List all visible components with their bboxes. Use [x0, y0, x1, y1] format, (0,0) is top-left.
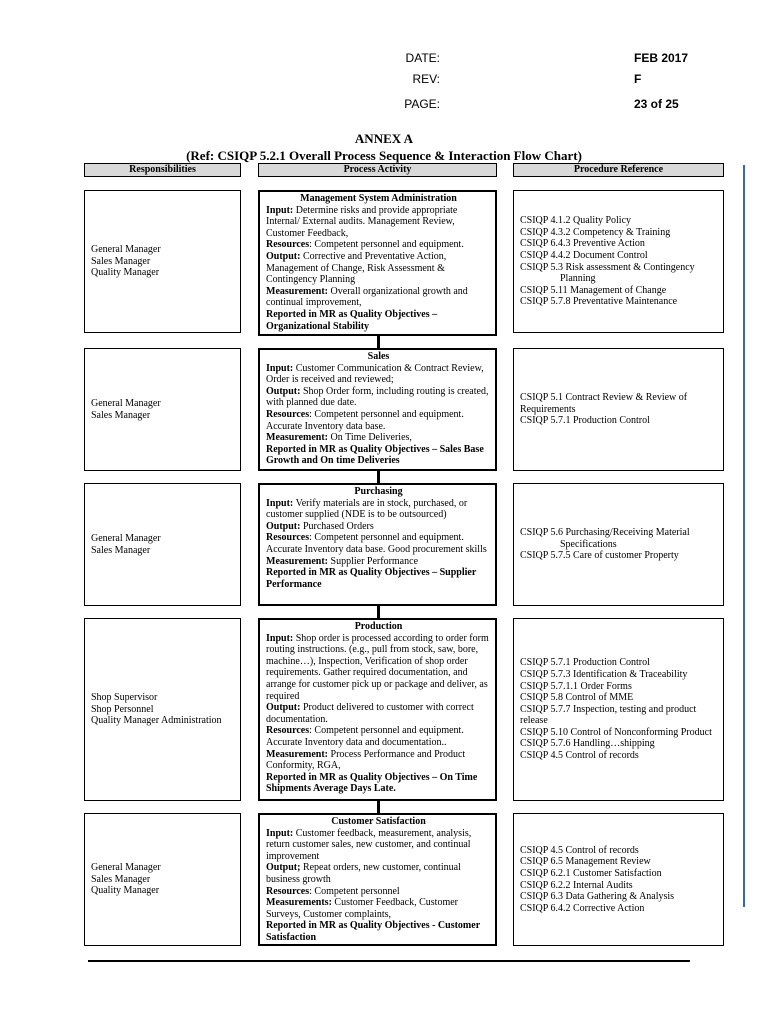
reference-cell — [513, 813, 724, 946]
responsibility-item: Sales Manager — [91, 255, 151, 267]
responsibilities-cell — [84, 348, 241, 471]
col-header-responsibilities: Responsibilities — [84, 163, 241, 177]
process-title: Sales — [367, 351, 390, 362]
reference-cell — [513, 190, 724, 333]
flow-connector — [377, 606, 380, 618]
process-reported: Reported in MR as Quality Objectives – Organizational Stability — [266, 308, 438, 332]
responsibility-item: Quality Manager — [91, 885, 160, 897]
footer-rule — [88, 960, 690, 962]
reference-item: CSIQP 5.7.5 Care of customer Property — [520, 550, 679, 562]
process-input: Input: Customer Communication & Contract Review, Order is received and reviewed; — [266, 362, 484, 386]
process-resources: Resources: Competent personnel and equipment. — [266, 239, 464, 251]
responsibility-item: General Manager — [91, 397, 161, 409]
reference-item: CSIQP 5.7.1 Production Control — [520, 415, 650, 427]
process-input: Input: Determine risks and provide appropriate Internal/ External audits. Management Review, Customer Feedback, — [266, 204, 458, 239]
process-box-customer-satisfaction — [258, 813, 497, 946]
date-value: FEB 2017 — [634, 51, 689, 65]
process-reported: Reported in MR as Quality Objectives - Customer Satisfaction — [266, 920, 480, 943]
reference-item: CSIQP 5.7.3 Identification & Traceability — [520, 668, 688, 680]
process-output: Output: Corrective and Preventative Action, Management of Change, Risk Assessment & Contingency Planning — [266, 250, 447, 286]
process-resources: Resources: Competent personnel and equipment. Accurate Inventory data and documentation.. — [266, 725, 464, 748]
reference-item: CSIQP 5.7.7 Inspection, testing and product release — [520, 703, 697, 727]
reference-item: CSIQP 5.1 Contract Review & Review of Requirements — [520, 392, 688, 415]
page-value: 23 of 25 — [634, 97, 679, 111]
process-title: Customer Satisfaction — [331, 816, 426, 827]
process-input: Input: Verify materials are in stock, purchased, or customer supplied (NDE is to be outsourced) — [266, 497, 468, 521]
reference-item: CSIQP 5.11 Management of Change — [520, 284, 667, 296]
process-box-production — [258, 618, 497, 801]
responsibilities-cell — [84, 813, 241, 946]
responsibility-item: Quality Manager — [91, 267, 160, 279]
responsibility-item: Shop Personnel — [91, 703, 154, 715]
responsibility-item: Sales Manager — [91, 544, 151, 556]
responsibility-item: Shop Supervisor — [91, 692, 158, 704]
reference-cell — [513, 618, 724, 801]
flow-connector — [377, 336, 380, 348]
process-reported: Reported in MR as Quality Objectives – Sales Base Growth and On time Deliveries — [266, 443, 484, 467]
process-output: Output: Purchased Orders — [266, 520, 374, 532]
responsibility-item: Quality Manager Administration — [91, 715, 222, 727]
reference-item: CSIQP 5.10 Control of Nonconforming Product — [520, 726, 712, 738]
process-box-purchasing — [258, 483, 497, 606]
process-title: Purchasing — [354, 486, 403, 497]
col-header-process: Process Activity — [258, 163, 497, 177]
process-output: Output: Product delivered to customer with correct documentation. — [266, 702, 474, 725]
reference-item: Specifications — [560, 538, 617, 550]
margin-rule — [743, 165, 745, 907]
process-resources: Resources: Competent personnel and equipment. Accurate Inventory data base. Good procurement skills — [266, 532, 487, 555]
reference-cell — [513, 348, 724, 471]
process-resources: Resources: Competent personnel — [266, 885, 400, 897]
process-measurement: Measurement: On Time Deliveries, — [266, 432, 412, 444]
reference-item: CSIQP 5.3 Risk assessment & Contingency — [520, 261, 695, 273]
annex-subtitle: (Ref: CSIQP 5.2.1 Overall Process Sequence & Interaction Flow Chart) — [186, 148, 582, 163]
flow-connector — [377, 801, 380, 813]
responsibility-item: General Manager — [91, 244, 161, 256]
reference-item: CSIQP 6.4.3 Preventive Action — [520, 238, 645, 250]
reference-item: CSIQP 4.4.2 Document Control — [520, 249, 648, 261]
responsibilities-cell — [84, 190, 241, 333]
process-resources: Resources: Competent personnel and equipment. Accurate Inventory data base. — [266, 408, 464, 432]
reference-item: CSIQP 6.3 Data Gathering & Analysis — [520, 891, 675, 903]
date-label: DATE: — [405, 51, 440, 65]
process-input: Input: Customer feedback, measurement, analysis, return customer sales, new customer, and continual improvement — [266, 827, 472, 862]
flow-connector — [377, 471, 380, 483]
reference-item: CSIQP 6.5 Management Review — [520, 856, 651, 868]
process-reported: Reported in MR as Quality Objectives – On Time Shipments Average Days Late. — [266, 771, 478, 795]
reference-item: CSIQP 4.3.2 Competency & Training — [520, 226, 671, 238]
reference-item: CSIQP 4.1.2 Quality Policy — [520, 215, 632, 227]
reference-item: Planning — [560, 273, 596, 285]
responsibility-item: General Manager — [91, 862, 161, 874]
process-reported: Reported in MR as Quality Objectives – Supplier Performance — [266, 567, 477, 590]
rev-value: F — [634, 72, 642, 86]
process-box-management — [258, 190, 497, 336]
process-output: Output: Shop Order form, including routing is created, with planned due date. — [266, 385, 489, 409]
reference-item: CSIQP 6.2.2 Internal Audits — [520, 879, 633, 891]
reference-item: CSIQP 6.4.2 Corrective Action — [520, 902, 645, 914]
responsibility-item: Sales Manager — [91, 409, 151, 421]
process-measurement: Measurement: Supplier Performance — [266, 555, 419, 567]
reference-item: CSIQP 5.7.6 Handling…shipping — [520, 738, 655, 750]
process-measurement: Measurement: Overall organizational growth and continual improvement, — [266, 285, 468, 309]
responsibility-item: Sales Manager — [91, 873, 151, 885]
process-output: Output; Repeat orders, new customer, continual business growth — [266, 862, 461, 885]
reference-item: CSIQP 5.7.1 Production Control — [520, 657, 650, 669]
reference-item: CSIQP 4.5 Control of records — [520, 844, 639, 856]
col-header-reference: Procedure Reference — [513, 163, 724, 177]
process-measurement: Measurement: Process Performance and Product Conformity, RGA, — [266, 748, 466, 772]
process-title: Production — [354, 621, 403, 632]
page-label: PAGE: — [404, 97, 440, 111]
reference-cell — [513, 483, 724, 606]
reference-item: CSIQP 6.2.1 Customer Satisfaction — [520, 867, 662, 879]
responsibility-item: General Manager — [91, 532, 161, 544]
annex-title: ANNEX A — [354, 131, 414, 146]
reference-item: CSIQP 5.7.1.1 Order Forms — [520, 680, 632, 692]
process-input: Input: Shop order is processed according to order form routing instructions. (e.g., pull from stock, saw, bore, machine…), Inspection, Verification of shop order requirements. Gather required documentation, and arrange for customer pick up or package and deliver, as required — [266, 632, 489, 702]
process-measurement: Measurements: Customer Feedback, Customer Surveys, Customer complaints, — [266, 897, 459, 920]
reference-item: CSIQP 5.7.8 Preventative Maintenance — [520, 296, 678, 308]
reference-item: CSIQP 4.5 Control of records — [520, 750, 639, 762]
process-box-sales — [258, 348, 497, 471]
reference-item: CSIQP 5.8 Control of MME — [520, 692, 634, 704]
process-title: Management System Administration — [300, 193, 457, 204]
responsibilities-cell — [84, 483, 241, 606]
rev-label: REV: — [412, 72, 440, 86]
responsibilities-cell — [84, 618, 241, 801]
reference-item: CSIQP 5.6 Purchasing/Receiving Material — [520, 527, 690, 539]
